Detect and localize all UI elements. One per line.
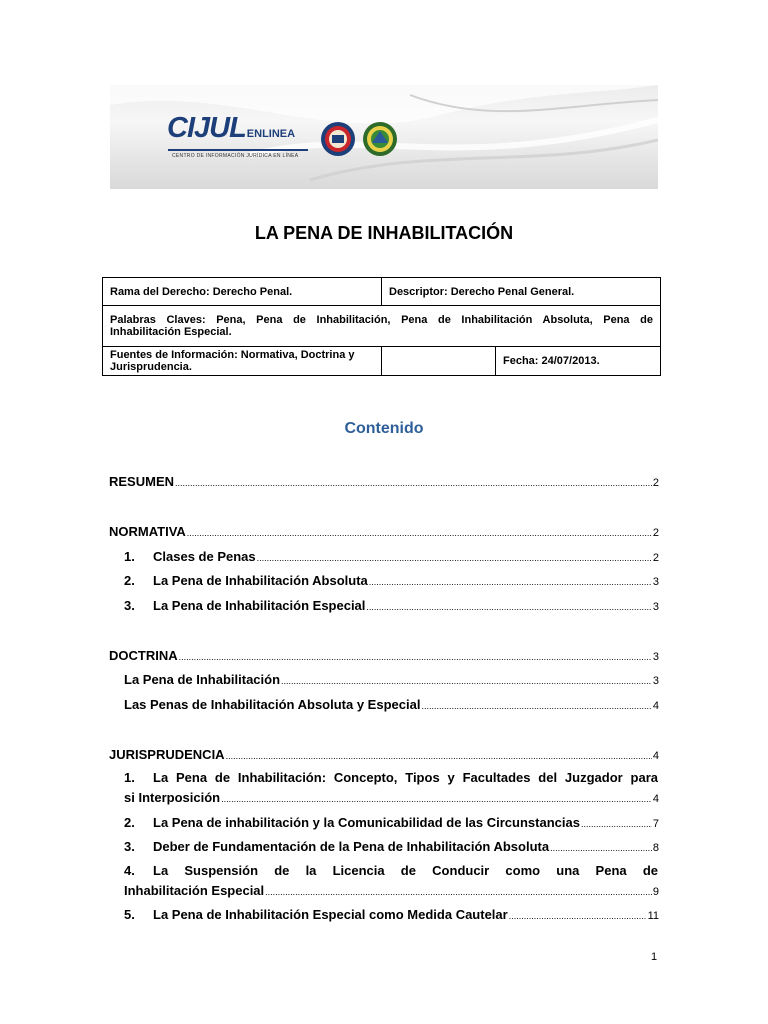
cijul-logo: CIJULENLINEA — [167, 112, 296, 144]
toc-juris-item-4-line1[interactable]: 4. La Suspensión de la Licencia de Conducir como una Pena de — [124, 863, 658, 878]
fuentes-cell: Fuentes de Información: Normativa, Doctrina y Jurisprudencia. — [103, 347, 382, 376]
info-table — [102, 277, 661, 376]
university-seal-icon — [320, 121, 356, 157]
header-banner — [110, 85, 658, 189]
toc-normativa[interactable]: NORMATIVA ..... 2 — [109, 524, 659, 539]
law-school-seal-icon — [362, 121, 398, 157]
toc-jurisprudencia[interactable]: JURISPRUDENCIA ..... 4 — [109, 747, 659, 762]
keywords-line-1: Palabras Claves: Pena, Pena de Inhabilitación, Pena de Inhabilitación Absoluta, Pena de — [110, 314, 653, 326]
fuentes-fecha-cell — [382, 347, 661, 376]
toc-juris-item-2[interactable]: 2. La Pena de inhabilitación y la Comunicabilidad de las Circunstancias ..... 7 — [124, 815, 659, 830]
keywords-line-2: Inhabilitación Especial. — [110, 326, 232, 338]
keywords-cell — [103, 306, 661, 347]
toc-juris-item-4-line2[interactable]: Inhabilitación Especial ..... 9 — [124, 883, 659, 898]
toc-juris-item-1-line2[interactable]: si Interposición ..... 4 — [124, 790, 659, 805]
fecha-cell: Fecha: 24/07/2013. — [495, 347, 660, 375]
toc-heading: Contenido — [344, 420, 424, 437]
toc-normativa-item-3[interactable]: 3. La Pena de Inhabilitación Especial ..... 3 — [124, 598, 659, 613]
page-number: 1 — [651, 951, 658, 963]
toc-normativa-item-2[interactable]: 2. La Pena de Inhabilitación Absoluta ..... 3 — [124, 573, 659, 588]
toc-resumen[interactable]: RESUMEN ..... 2 — [109, 474, 659, 489]
toc-juris-item-5[interactable]: 5. La Pena de Inhabilitación Especial como Medida Cautelar ..... 11 — [124, 907, 659, 922]
document-title: LA PENA DE INHABILITACIÓN — [254, 223, 514, 243]
logo-underline — [168, 149, 308, 151]
logo-caption: CENTRO DE INFORMACIÓN JURÍDICA EN LÍNEA — [172, 153, 299, 159]
toc-doctrina-item-1[interactable]: La Pena de Inhabilitación ..... 3 — [124, 672, 659, 687]
descriptor-cell: Descriptor: Derecho Penal General. — [382, 278, 661, 306]
toc-normativa-item-1[interactable]: 1. Clases de Penas ..... 2 — [124, 549, 659, 564]
toc-doctrina-item-2[interactable]: Las Penas de Inhabilitación Absoluta y Especial ..... 4 — [124, 697, 659, 712]
toc-juris-item-3[interactable]: 3. Deber de Fundamentación de la Pena de Inhabilitación Absoluta ..... 8 — [124, 839, 659, 854]
toc-juris-item-1-line1[interactable]: 1. La Pena de Inhabilitación: Concepto, Tipos y Facultades del Juzgador para — [124, 770, 658, 785]
toc-doctrina[interactable]: DOCTRINA ..... 3 — [109, 648, 659, 663]
rama-cell: Rama del Derecho: Derecho Penal. — [103, 278, 382, 306]
